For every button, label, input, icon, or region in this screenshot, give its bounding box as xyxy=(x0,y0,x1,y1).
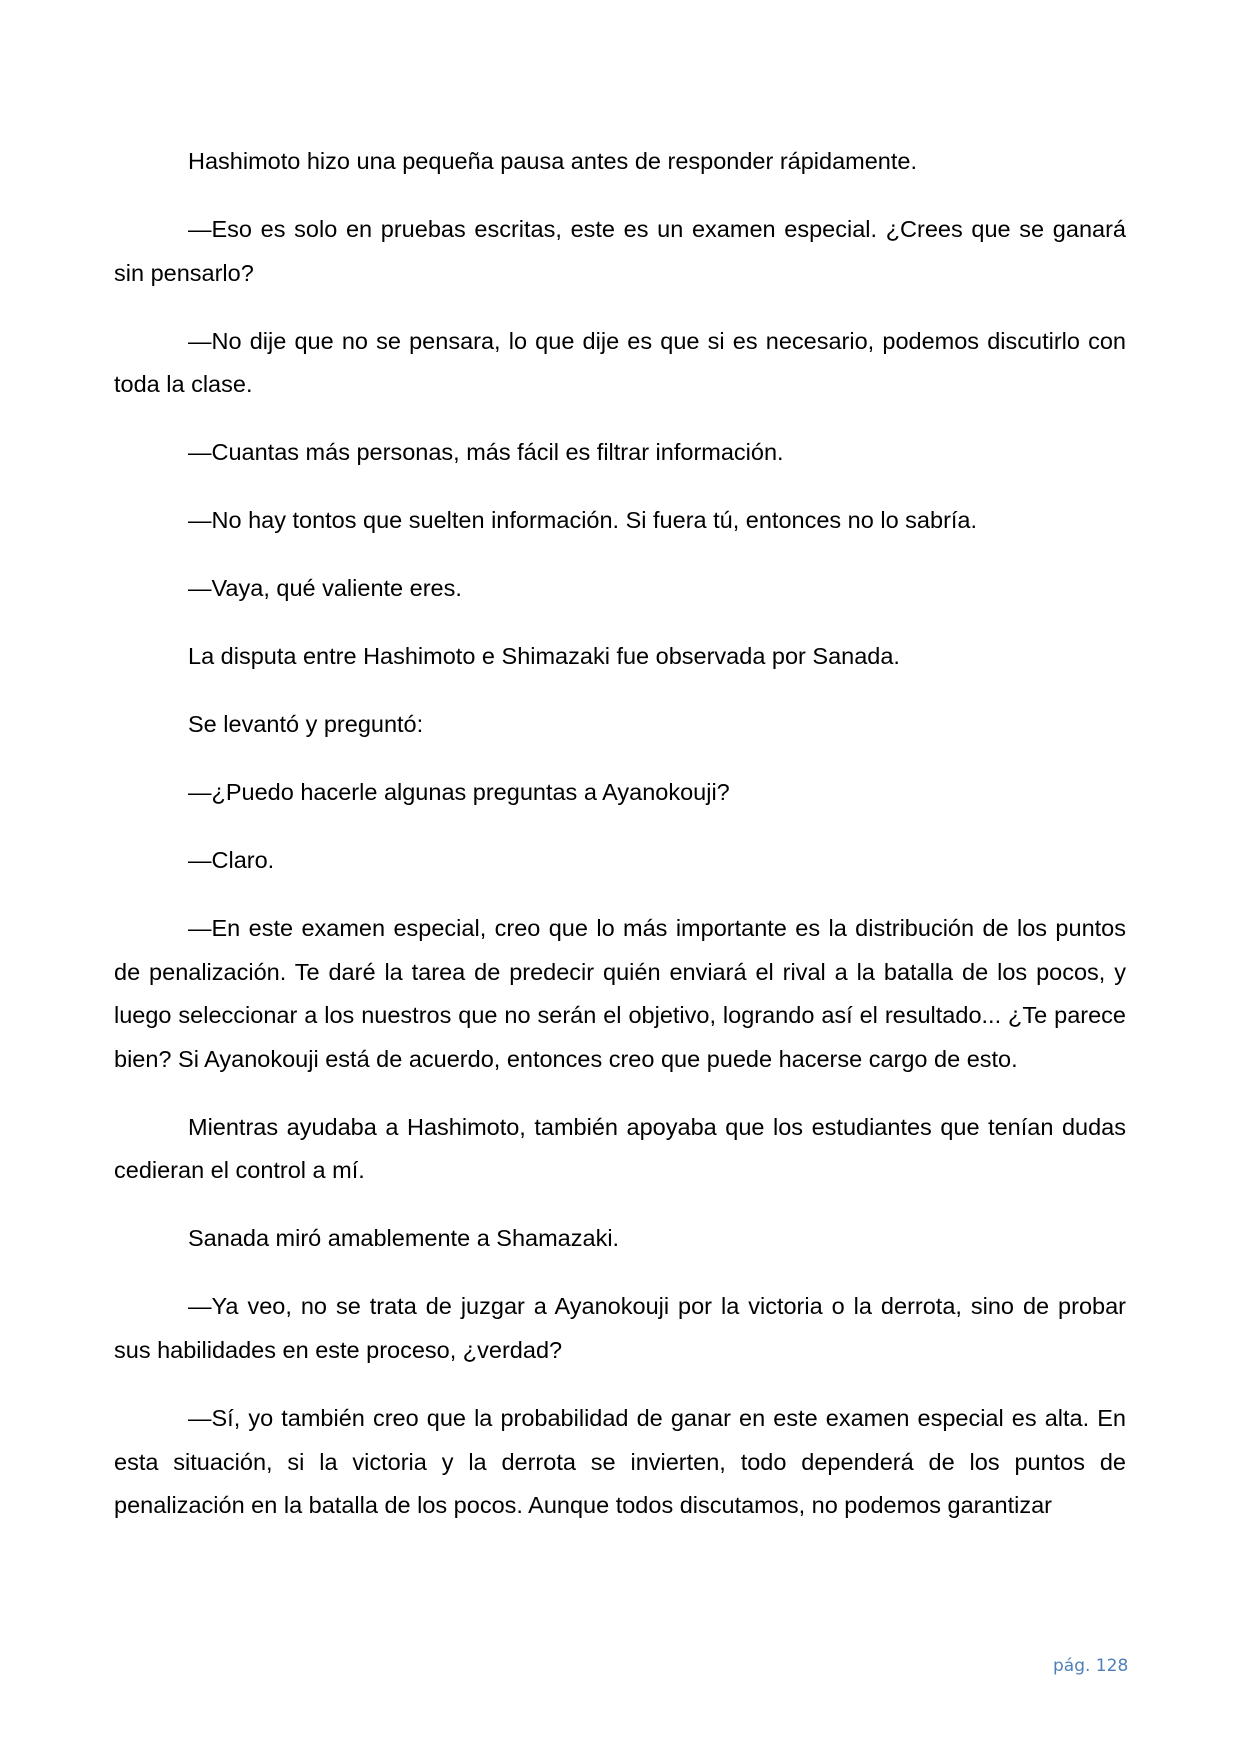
paragraph: —¿Puedo hacerle algunas preguntas a Ayanokouji? xyxy=(188,779,730,806)
paragraph: —Claro. xyxy=(188,847,275,874)
paragraph: Sanada miró amablemente a Shamazaki. xyxy=(188,1225,620,1252)
paragraph: —No dije que no se pensara, lo que dije es que si es necesario, podemos discutirlo con toda la clase. xyxy=(114,327,1126,398)
paragraph: Mientras ayudaba a Hashimoto, también apoyaba que los estudiantes que tenían dudas cedieran el control a mí. xyxy=(114,1113,1126,1184)
paragraph: —Vaya, qué valiente eres. xyxy=(188,575,462,602)
paragraph: Hashimoto hizo una pequeña pausa antes de responder rápidamente. xyxy=(188,148,918,174)
paragraph: —Eso es solo en pruebas escritas, este es un examen especial. ¿Crees que se ganará sin pensarlo? xyxy=(114,215,1126,286)
paragraph: —No hay tontos que suelten información. Si fuera tú, entonces no lo sabría. xyxy=(188,507,978,534)
page-number: pág. 128 xyxy=(1053,1656,1129,1676)
paragraph: —Sí, yo también creo que la probabilidad de ganar en este examen especial es alta. En esta situación, si la victoria y la derrota se invierten, todo dependerá de los puntos de penalización en la batalla de los pocos. Aunque todos discutamos, no podemos garantizar xyxy=(114,1404,1126,1519)
paragraph: —Ya veo, no se trata de juzgar a Ayanokouji por la victoria o la derrota, sino de probar sus habilidades en este proceso, ¿verdad? xyxy=(114,1293,1126,1363)
paragraph: La disputa entre Hashimoto e Shimazaki fue observada por Sanada. xyxy=(188,643,900,670)
paragraph: Se levantó y preguntó: xyxy=(188,711,424,738)
paragraph: —En este examen especial, creo que lo más importante es la distribución de los puntos de penalización. Te daré la tarea de predecir quién enviará el rival a la batalla de los pocos, y luego seleccionar a los nuestros que no serán el objetivo, logrando así el resultado... ¿Te parece bien? Si Ayanokouji está de acuerdo, entonces creo que puede hacerse cargo de esto. xyxy=(114,915,1126,1072)
paragraph: —Cuantas más personas, más fácil es filtrar información. xyxy=(188,439,784,466)
body-text xyxy=(114,140,1126,1552)
